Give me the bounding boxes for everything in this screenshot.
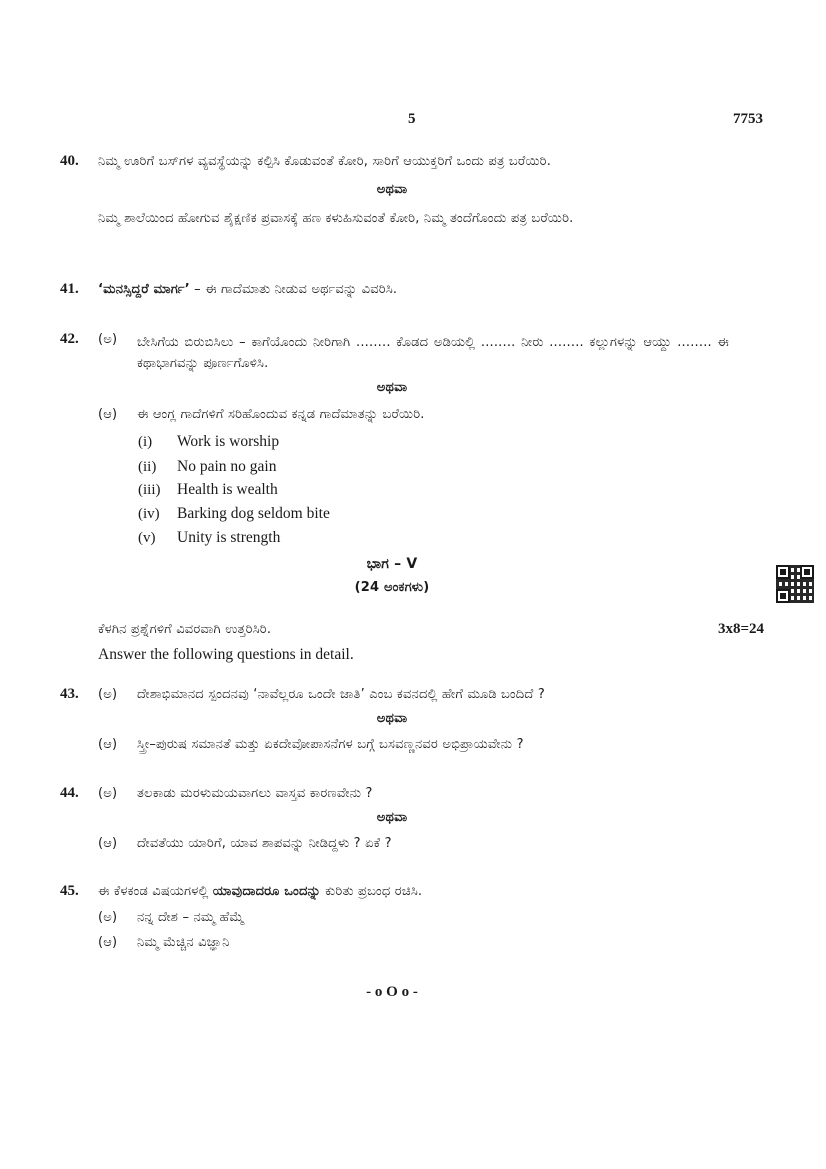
question-number: 40. xyxy=(60,153,79,169)
option-text: ಬೇಸಿಗೆಯ ಬಿರುಬಿಸಿಲು – ಕಾಗೆಯೊಂದು ನೀರಿಗಾಗಿ ........ ಕೊಡದ ಅಡಿಯಲ್ಲಿ ........ ನೀರು ........ ಕಲ್ಲುಗಳನ್ನು ಆಯ್ದು ........ ಈ ಕಥಾಭಾಗವನ್ನು ಪೂರ್ಣಗೊಳಿಸಿ. xyxy=(137,335,729,371)
proverb-quote: ‘ಮನಸ್ಸಿದ್ದರೆ ಮಾರ್ಗ’ xyxy=(98,282,190,297)
proverb-text: Health is wealth xyxy=(177,481,278,498)
section-instruction-english: Answer the following questions in detail. xyxy=(98,646,354,663)
or-label: ಅಥವಾ xyxy=(376,711,408,726)
proverb-label: (v) xyxy=(138,530,156,546)
question-text xyxy=(98,282,397,297)
question-number: 45. xyxy=(60,883,79,899)
marks-scheme: 3x8=24 xyxy=(718,621,765,637)
option-label: (ಆ) xyxy=(98,935,118,950)
option-label: (ಅ) xyxy=(98,786,118,801)
question-number: 42. xyxy=(60,331,79,347)
question-text xyxy=(98,884,422,899)
question-text-rest: – ಈ ಗಾದೆಮಾತು ನೀಡುವ ಅರ್ಥವನ್ನು ವಿವರಿಸಿ. xyxy=(189,282,398,297)
question-alternative-text: ನಿಮ್ಮ ಶಾಲೆಯಿಂದ ಹೋಗುವ ಶೈಕ್ಷಣಿಕ ಪ್ರವಾಸಕ್ಕೆ ಹಣ ಕಳುಹಿಸುವಂತೆ ಕೋರಿ, ನಿಮ್ಮ ತಂದೆಗೊಂದು ಪತ್ರ ಬರೆಯಿರಿ. xyxy=(98,211,574,226)
proverb-label: (i) xyxy=(138,434,153,450)
option-text: ತಲಕಾಡು ಮರಳುಮಯವಾಗಲು ವಾಸ್ತವ ಕಾರಣವೇನು ? xyxy=(137,786,373,801)
option-label: (ಆ) xyxy=(98,836,118,851)
section-marks: (24 ಅಂಕಗಳು) xyxy=(354,580,430,595)
proverb-label: (iii) xyxy=(138,482,161,498)
question-number: 43. xyxy=(60,686,79,702)
qr-code xyxy=(776,565,814,603)
option-label: (ಅ) xyxy=(98,910,118,925)
option-text: ದೇಶಾಭಿಮಾನದ ಸ್ಪಂದನವು ‘ನಾವೆಲ್ಲರೂ ಒಂದೇ ಜಾತಿ’ ಎಂಬ ಕವನದಲ್ಲಿ ಹೇಗೆ ಮೂಡಿ ಬಂದಿದೆ ? xyxy=(137,687,545,702)
question-text-prefix: ಈ ಕೆಳಕಂಡ ವಿಷಯಗಳಲ್ಲಿ xyxy=(98,884,213,899)
question-text: ನಿಮ್ಮ ಊರಿಗೆ ಬಸ್‌ಗಳ ವ್ಯವಸ್ಥೆಯನ್ನು ಕಲ್ಪಿಸಿ ಕೊಡುವಂತೆ ಕೋರಿ, ಸಾರಿಗೆ ಆಯುಕ್ತರಿಗೆ ಒಂದು ಪತ್ರ ಬರೆಯಿರಿ. xyxy=(98,154,552,169)
section-instruction-kannada: ಕೆಳಗಿನ ಪ್ರಶ್ನೆಗಳಿಗೆ ವಿವರವಾಗಿ ಉತ್ತರಿಸಿರಿ. xyxy=(98,622,272,637)
proverb-text: Barking dog seldom bite xyxy=(177,505,330,522)
option-text: ಸ್ತ್ರೀ–ಪುರುಷ ಸಮಾನತೆ ಮತ್ತು ಏಕದೇವೋಪಾಸನೆಗಳ ಬಗ್ಗೆ ಬಸವಣ್ಣನವರ ಅಭಿಪ್ರಾಯವೇನು ? xyxy=(137,737,524,752)
section-title: ಭಾಗ – V xyxy=(366,556,418,572)
paper-code: 7753 xyxy=(733,111,763,127)
question-text-emphasis: ಯಾವುದಾದರೂ ಒಂದನ್ನು xyxy=(212,884,321,899)
proverb-text: Work is worship xyxy=(177,433,280,450)
question-number: 41. xyxy=(60,281,79,297)
or-label: ಅಥವಾ xyxy=(376,380,408,395)
option-text: ದೇವತೆಯು ಯಾರಿಗೆ, ಯಾವ ಶಾಪವನ್ನು ನೀಡಿದ್ದಳು ? ಏಕೆ ? xyxy=(137,836,392,851)
option-label: (ಆ) xyxy=(98,737,118,752)
proverb-label: (iv) xyxy=(138,506,160,522)
end-mark: - o O o - xyxy=(366,984,418,1000)
option-text: ಈ ಆಂಗ್ಲ ಗಾದೆಗಳಿಗೆ ಸರಿಹೊಂದುವ ಕನ್ನಡ ಗಾದೆಮಾತನ್ನು ಬರೆಯಿರಿ. xyxy=(137,407,425,422)
option-label: (ಆ) xyxy=(98,407,118,422)
question-number: 44. xyxy=(60,785,79,801)
or-label: ಅಥವಾ xyxy=(376,810,408,825)
proverb-text: No pain no gain xyxy=(177,458,277,475)
option-label: (ಅ) xyxy=(98,687,118,702)
option-text: ನಿಮ್ಮ ಮೆಚ್ಚಿನ ವಿಜ್ಞಾನಿ xyxy=(137,935,230,950)
option-label: (ಅ) xyxy=(98,332,118,347)
or-label: ಅಥವಾ xyxy=(376,182,408,197)
proverb-label: (ii) xyxy=(138,459,157,475)
page-number: 5 xyxy=(408,111,416,127)
question-text-suffix: ಕುರಿತು ಪ್ರಬಂಧ ರಚಿಸಿ. xyxy=(320,884,423,899)
option-text: ನನ್ನ ದೇಶ – ನಮ್ಮ ಹೆಮ್ಮೆ xyxy=(137,910,245,925)
proverb-text: Unity is strength xyxy=(177,529,281,546)
